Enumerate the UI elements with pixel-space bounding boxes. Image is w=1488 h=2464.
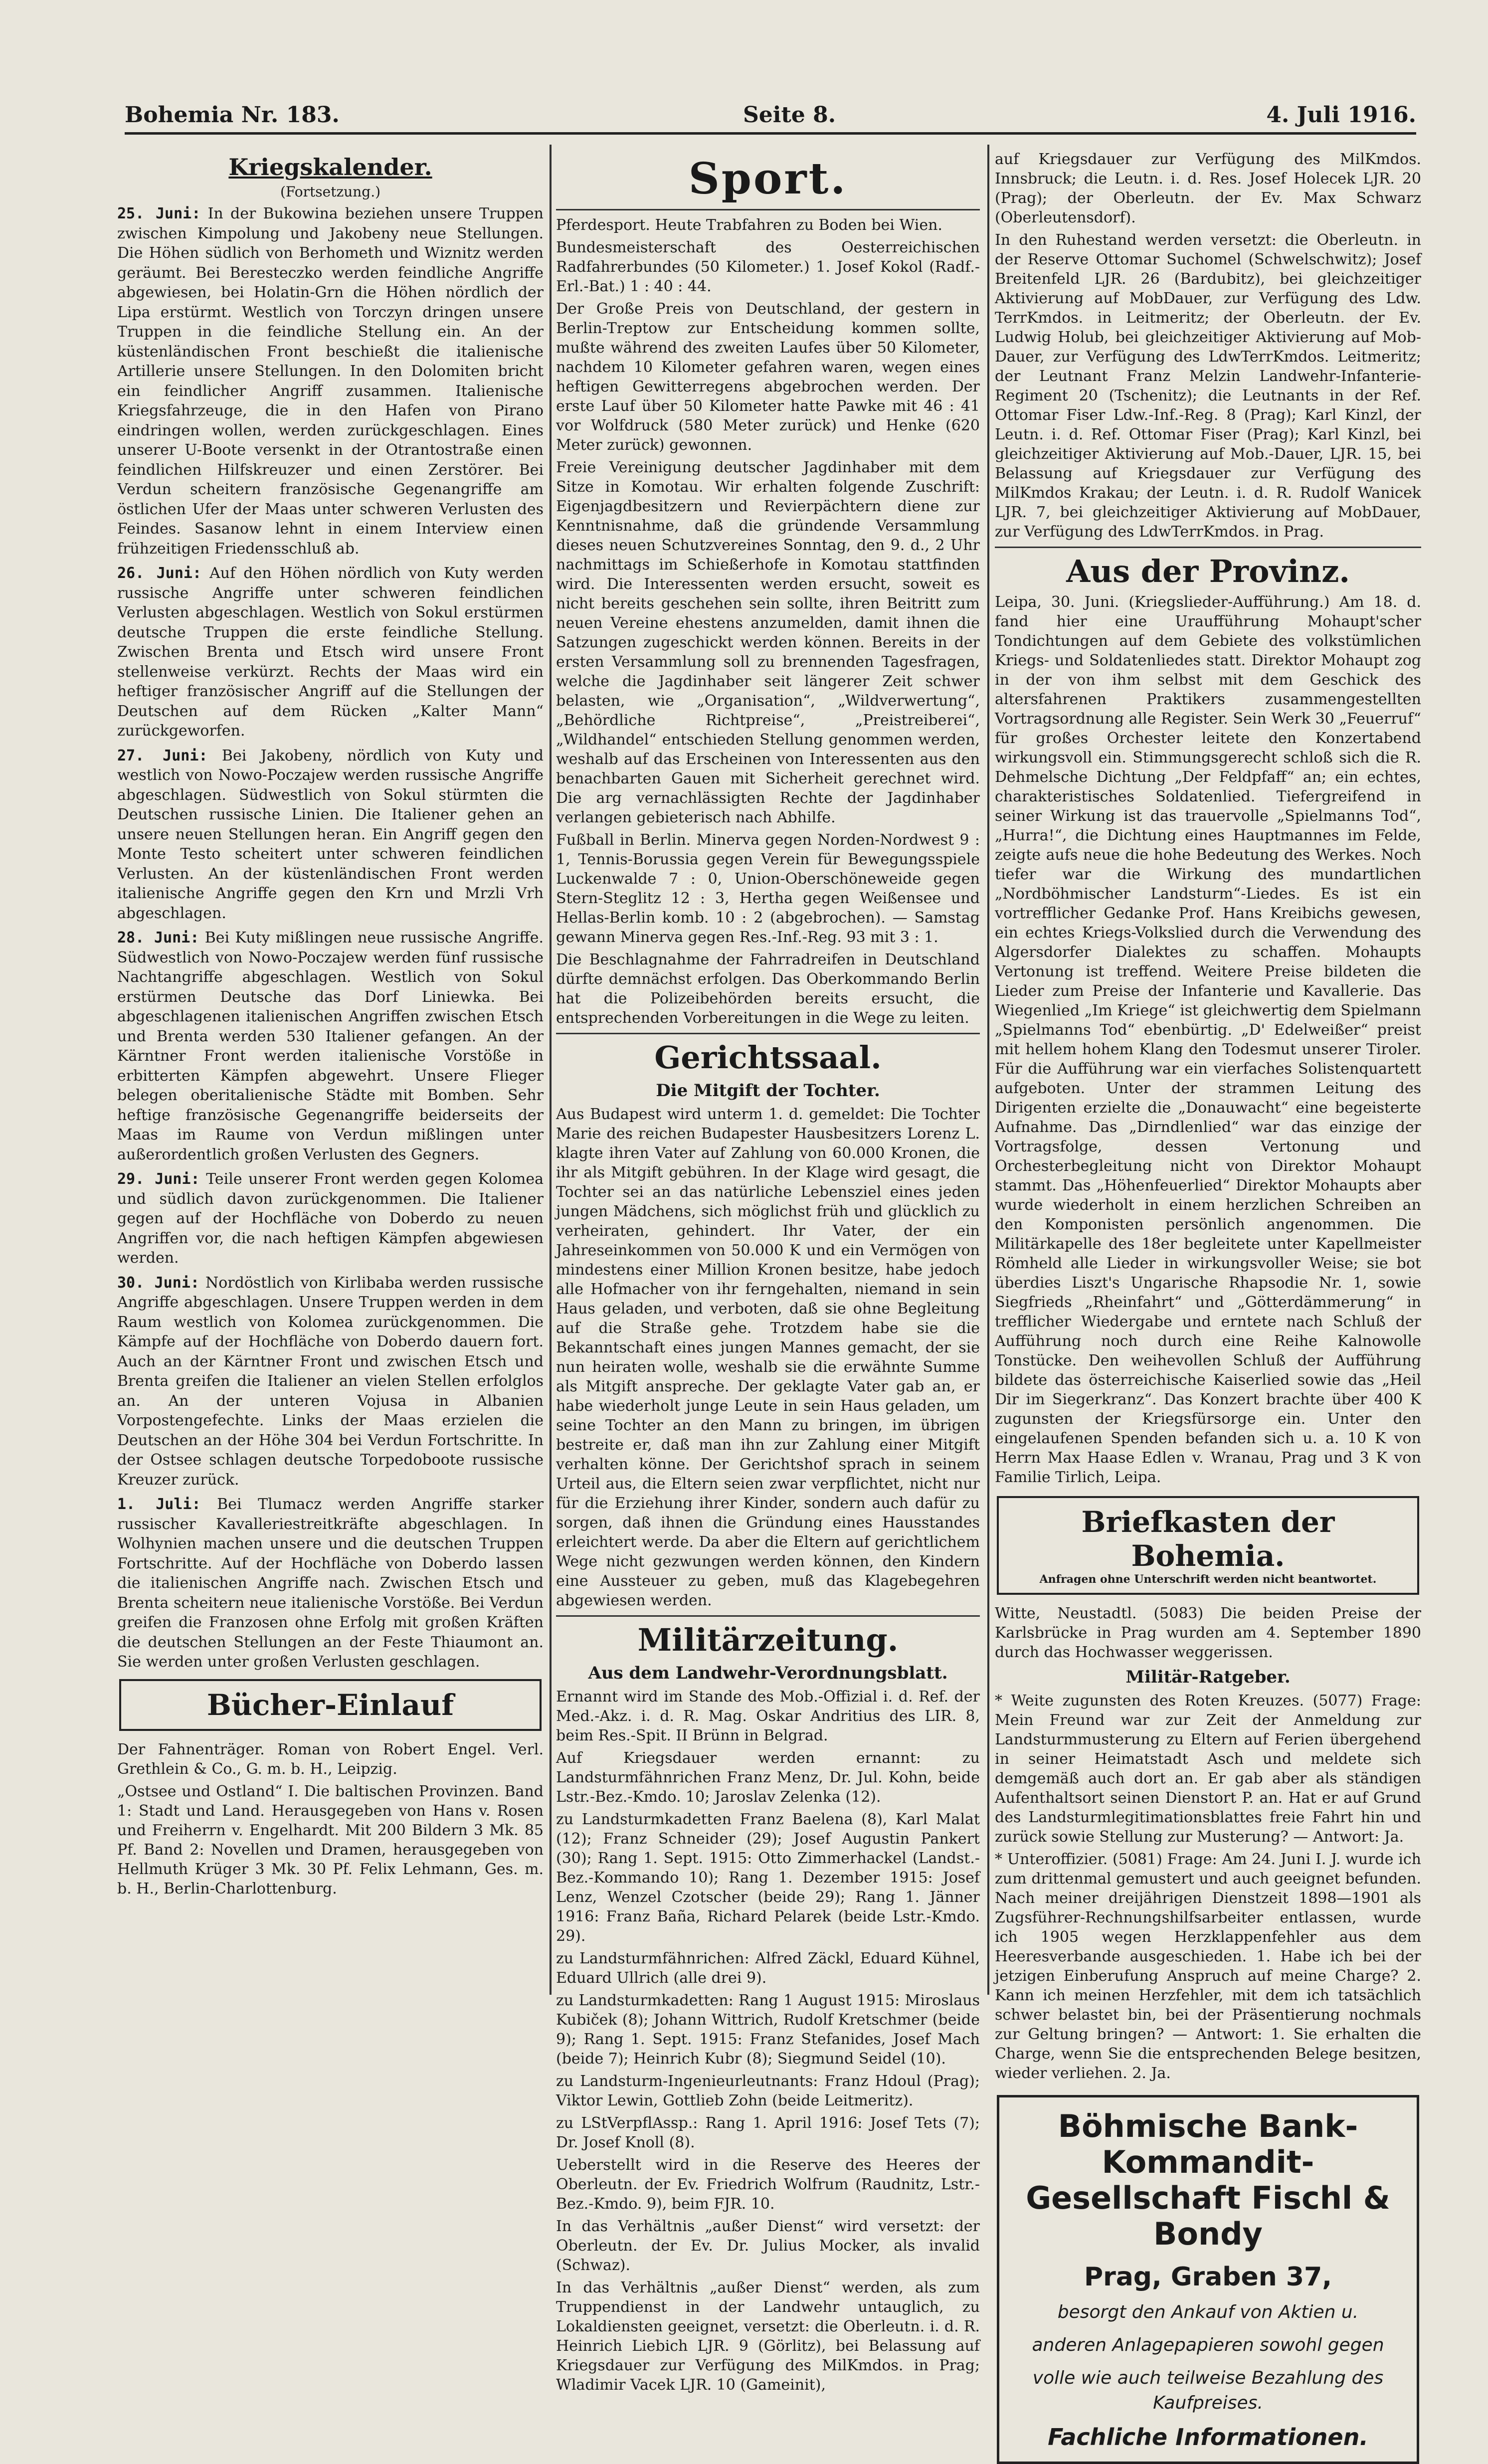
briefkasten-subtitle: Anfragen ohne Unterschrift werden nicht beantwortet. — [1039, 1573, 1377, 1586]
militaer-para: In das Verhältnis „außer Dienst“ wird versetzt: der Oberleutn. der Ev. Dr. Julius Mocker, als invalid (Schwaz). — [556, 2218, 980, 2274]
column-rule — [550, 145, 552, 1995]
gericht-subtitle: Die Mitgift der Tochter. — [656, 1081, 880, 1101]
kriegskalender-entry — [117, 1169, 544, 1268]
divider — [556, 1033, 980, 1034]
militaer-para: zu LStVerpflAssp.: Rang 1. April 1916: Josef Tets (7); Dr. Josef Knoll (8). — [556, 2114, 980, 2151]
sport-para: Pferdesport. Heute Trabfahren zu Boden bei Wien. — [556, 216, 942, 234]
issue-date: 4. Juli 1916. — [1266, 102, 1416, 128]
sport-para: Fußball in Berlin. Minerva gegen Norden-Nordwest 9 : 1, Tennis-Borussia gegen Verein für Bewegungsspiele Luckenwalde 7 : 0, Union-Oberschöneweide gegen Stern-Steglitz 12 : 3, Hertha gegen Weißensee und Hellas-Berlin komb. 10 : 2 (abgebrochen). — Samstag gewann Minerva gegen Res.-Inf.-Reg. 93 mit 3 : 1. — [556, 831, 980, 946]
entry-date: 29. Juni: — [117, 1170, 200, 1188]
entry-date: 28. Juni: — [117, 929, 199, 947]
entry-text: Bei Kuty mißlingen neue russische Angriffe. Südwestlich von Nowo-Poczajew werden fünf russische Nachtangriffe abgeschlagen. Westlich von Sokul erstürmen Deutsche das Dorf Liniewka. Bei abgeschlagenen italienischen Angriffen zwischen Etsch und Brenta werden 530 Italiener gefangen. An der Kärntner Front werden italienische Vorstöße in erbitterten Kämpfen abgewehrt. Unsere Flieger belegen oberitalienische Städte mit Bomben. Sehr heftige französische Gegenangriffe beiderseits der Maas im Raume von Verdun mißlingen unter außerordentlich großen Verlusten des Gegners. — [117, 929, 544, 1163]
entry-text: Bei Tlumacz werden Angriffe starker russischer Kavalleriestreitkräfte abgeschlagen. In Wolhynien machen unsere und die deutschen Truppen Fortschritte. Auf der Hochfläche von Doberdo lassen die italienischen Angriffe nach. Zwischen Etsch und Brenta scheitern neue italienische Vorstöße. Bei Verdun greifen die Franzosen ohne Erfolg mit großen Kräften die deutschen Stellungen an der Feste Thiaumont an. Sie werden unter großen Verlusten geschlagen. — [117, 1496, 544, 1671]
divider — [556, 1615, 980, 1617]
page-number: Seite 8. — [743, 102, 836, 128]
sport-para: Bundesmeisterschaft des Oesterreichischen Radfahrerbundes (50 Kilometer.) 1. Josef Kokol (Radf.-Erl.-Bat.) 1 : 40 : 44. — [556, 239, 980, 295]
ad-line: volle wie auch teilweise Bezahlung des Kaufpreises. — [1032, 2368, 1384, 2413]
column-rule — [987, 145, 989, 1995]
kriegskalender-entry — [117, 928, 544, 1164]
divider — [556, 209, 980, 210]
ad-line: Gesellschaft Fischl & Bondy — [1026, 2180, 1390, 2252]
bank-advertisement — [997, 2095, 1419, 2464]
ad-line: Fachliche Informationen. — [1048, 2424, 1368, 2451]
entry-date: 26. Juni: — [117, 565, 202, 582]
sport-title: Sport. — [688, 154, 848, 204]
entry-date: 27. Juni: — [117, 747, 208, 764]
ratgeber-title: Militär-Ratgeber. — [1125, 1667, 1291, 1687]
kriegskalender-entry — [117, 204, 544, 559]
buecher-box — [119, 1679, 542, 1731]
buecher-item: Der Fahnenträger. Roman von Robert Engel. Verl. Grethlein & Co., G. m. b. H., Leipzig. — [117, 1740, 544, 1778]
entry-text: Bei Jakobeny, nördlich von Kuty und westlich von Nowo-Poczajew werden russische Angriffe abgeschlagen. Südwestlich von Sokul stürmten die Deutschen russische Linien. Die Italiener gehen an unsere neuen Stellungen heran. Ein Angriff gegen den Monte Testo scheitert unter schweren feindlichen Verlusten. An der küstenländischen Front werden italienische Angriffe gegen den Krn und Mrzli Vrh abgeschlagen. — [117, 747, 544, 922]
column-2 — [556, 150, 980, 2394]
militaer-continued: auf Kriegsdauer zur Verfügung des MilKmdos. Innsbruck; die Leutn. i. d. Res. Josef Holecek LJR. 20 (Prag); der Oberleutn. der Ev. Max Schwarz (Oberleutensdorf). — [995, 151, 1421, 226]
entry-text: In der Bukowina beziehen unsere Truppen zwischen Kimpolung und Jakobeny neue Stellungen. Die Höhen südlich von Berhometh und Wiznitz werden geräumt. Bei Beresteczko werden feindliche Angriffe abgewiesen, bei Holatin-Grn die Höhen nördlich der Lipa erstürmt. Westlich von Torczyn dringen unsere Truppen in die feindliche Stellung ein. An der küstenländischen Front beschießt die italienische Artillerie unsere Stellungen. In den Dolomiten bricht ein feindlicher Angriff zusammen. Italienische Kriegsfahrzeuge, die in den Hafen von Pirano eindringen wollen, werden zurückgeschlagen. Eines unserer U-Boote versenkt in der Otrantostraße einen feindlichen Hilfskreuzer und einen Zerstörer. Bei Verdun scheitern französische Gegenangriffe am östlichen Ufer der Maas unter schweren Verlusten des Feindes. Sasanow lehnt in einem Interview einen frühzeitigen Friedensschluß ab. — [117, 205, 544, 558]
entry-text: Nordöstlich von Kirlibaba werden russische Angriffe abgeschlagen. Unsere Truppen werden in dem Raum westlich von Kolomea zurückgenommen. Die Kämpfe auf der Hochfläche von Doberdo dauern fort. Auch an der Kärntner Front und zwischen Etsch und Brenta greifen die Italiener an vielen Stellen erfolglos an. An der unteren Vojusa in Albanien Vorpostengefechte. Links der Maas erzielen die Deutschen an der Höhe 304 bei Verdun Fortschritte. In der Ostsee schlagen deutsche Torpedoboote russische Kreuzer zurück. — [117, 1274, 544, 1489]
kriegskalender-entries — [117, 204, 544, 1672]
column-3 — [995, 150, 1421, 2451]
entry-text: Teile unserer Front werden gegen Kolomea und südlich davon zurückgenommen. Die Italiener gegen auf der Hochfläche von Doberdo zu neuen Angriffen vor, die nach heftigen Kämpfen abgewiesen werden. — [117, 1170, 544, 1267]
kriegskalender-entry — [117, 1495, 544, 1672]
entry-date: 1. Juli: — [117, 1496, 201, 1513]
militaer-para: Auf Kriegsdauer werden ernannt: zu Landsturmfähnrichen Franz Menz, Dr. Jul. Kohn, beide Lstr.-Bez.-Kmdo. 10; Jaroslav Zelenka (12). — [556, 1749, 980, 1806]
provinz-title: Aus der Provinz. — [1066, 553, 1350, 589]
ad-line: Prag, Graben 37, — [1084, 2262, 1332, 2292]
briefkasten-text: Witte, Neustadtl. (5083) Die beiden Preise der Karlsbrücke in Prag wurden am 4. September 1890 durch das Hochwasser weggerissen. — [995, 1605, 1421, 1661]
ad-line: Böhmische Bank-Kommandit- — [1058, 2108, 1358, 2180]
buecher-item: „Ostsee und Ostland“ I. Die baltischen Provinzen. Band 1: Stadt und Land. Herausgegeben von Hans v. Rosen und Freiherrn v. Engelhardt. Mit 200 Bildern 3 Mk. 85 Pf. Band 2: Novellen und Dramen, herausgegeben von Hellmuth Krüger 3 Mk. 30 Pf. Felix Lehmann, Ges. m. b. H., Berlin-Charlottenburg. — [117, 1782, 544, 1897]
page-header — [125, 102, 1416, 135]
ratgeber-item: * Unteroffizier. (5081) Frage: Am 24. Juni I. J. wurde ich zum drittenmal gemustert und auch geeignet befunden. Nach meiner dreijährigen Dienstzeit 1898—1901 als Zugsführer-Rechnungshilfsarbeiter entlassen, wurde ich 1905 wegen Herzklappenfehler aus dem Heeresverbande ausgeschieden. 1. Habe ich bei der jetzigen Einberufung Anspruch auf meine Charge? 2. Kann ich meinen Herzfehler, mit dem ich tatsächlich schwer belastet bin, bei der Präsentierung nochmals zur Geltung bringen? — Antwort: 1. Sie erhalten die Charge, wenn Sie die entsprechenden Belege besitzen, wieder verliehen. 2. Ja. — [995, 1851, 1421, 2082]
militaer-para: zu Landsturmfähnrichen: Alfred Zäckl, Eduard Kühnel, Eduard Ullrich (alle drei 9). — [556, 1950, 980, 1987]
militaer-title: Militärzeitung. — [637, 1622, 899, 1658]
buecher-title: Bücher-Einlauf — [206, 1688, 454, 1722]
sport-para: Der Große Preis von Deutschland, der gestern in Berlin-Treptow zur Entscheidung kommen sollte, mußte während des zweiten Laufes über 50 Kilometer, nachdem 10 Kilometer gefahren waren, wegen eines heftigen Gewitterregens abgebrochen werden. Der erste Lauf über 50 Kilometer hatte Pawke mit 46 : 41 vor Wolfdruck (580 Meter zurück) und Henke (620 Meter zurück) gewonnen. — [556, 300, 980, 454]
gericht-title: Gerichtssaal. — [654, 1039, 882, 1076]
entry-date: 25. Juni: — [117, 205, 201, 222]
ad-line: besorgt den Ankauf von Aktien u. — [1057, 2302, 1359, 2322]
militaer-subtitle: Aus dem Landwehr-Verordnungsblatt. — [588, 1663, 948, 1683]
militaer-para: zu Landsturmkadetten: Rang 1 August 1915: Miroslaus Kubiček (8); Johann Wittrich, Rudolf Kretschmer (beide 9); Rang 1. Sept. 1915: Franz Stefanides, Josef Mach (beide 7); Heinrich Kubr (8); Siegmund Seidel (10). — [556, 1992, 980, 2068]
issue-number: Bohemia Nr. 183. — [125, 102, 340, 128]
militaer-para: Ueberstellt wird in die Reserve des Heeres der Oberleutn. der Ev. Friedrich Wolfrum (Raudnitz, Lstr.-Bez.-Kmdo. 9), beim FJR. 10. — [556, 2156, 980, 2213]
kriegskalender-entry — [117, 1273, 544, 1490]
sport-para: Die Beschlagnahme der Fahrradreifen in Deutschland dürfte demnächst erfolgen. Das Oberkommando Berlin hat die Polizeibehörden bereits ersucht, die entsprechenden Vorbereitungen in die Wege zu leiten. — [556, 951, 980, 1027]
ad-line: anderen Anlagepapieren sowohl gegen — [1032, 2335, 1384, 2355]
briefkasten-title: Briefkasten der Bohemia. — [1081, 1505, 1335, 1573]
kriegskalender-title: Kriegskalender. — [228, 154, 432, 181]
militaer-continued: In den Ruhestand werden versetzt: die Oberleutn. in der Reserve Ottomar Suchomel (Schwelschwitz); Josef Breitenfeld LJR. 26 (Bardubitz), bei gleichzeitiger Aktivierung auf MobDauer, zur Verfügung des Ldw. TerrKmdos. in Leitmeritz; der Oberleutn. der Ev. Ludwig Holub, bei gleichzeitiger Aktivierung auf Mob-Dauer, zur Verfügung des LdwTerrKmdos. Leitmeritz; der Leutnant Franz Melzin Landwehr-Infanterie-Regiment 20 (Tschenitz); die Leutnants in der Ref. Ottomar Fiser Ldw.-Inf.-Reg. 8 (Prag); Karl Kinzl, der Leutn. i. d. Ref. Ottomar Fiser (Prag); Karl Kinzl, bei gleichzeitiger Aktivierung auf Mob.-Dauer, LJR. 15, bei Belassung auf Kriegsdauer zur Verfügung des MilKmdos Krakau; der Leutn. i. d. R. Rudolf Wanicek LJR. 7, bei gleichzeitiger Aktivierung auf MobDauer, zur Verfügung des LdwTerrKmdos. in Prag. — [995, 231, 1421, 541]
column-1 — [117, 150, 544, 1995]
ratgeber-item: * Weite zugunsten des Roten Kreuzes. (5077) Frage: Mein Freund war zur Zeit der Anmeldung zur Landsturmmusterung zu Eltern auf Ferien übergehend in seiner Heimatstadt Asch und meldete sich demgemäß auch dort an. Er gab aber als ständigen Aufenthaltsort seinen Dienstort P. an. Hat er auf Grund des Landsturmlegitimationsblattes freie Fahrt hin und zurück sowie Stellung zur Musterung? — Antwort: Ja. — [995, 1692, 1421, 1846]
divider — [995, 547, 1421, 548]
provinz-text: Leipa, 30. Juni. (Kriegslieder-Aufführung.) Am 18. d. fand hier eine Uraufführung Mohaupt'scher Tondichtungen auf dem Gebiete des volkstümlichen Kriegs- und Soldatenliedes statt. Direktor Mohaupt zog in der von ihm selbst mit dem Geschick des altersfahrenen Praktikers zusammengestellten Vortragsordnung alle Register. Sein Werk 30 „Feuerruf“ für großes Orchester leitete den Konzertabend wirkungsvoll ein. Stimmungsgerecht schloß sich die R. Dehmelsche Dichtung „Der Feldpfaff“ an; ein echtes, charakteristisches Soldatenlied. Tiefergreifend in seiner Wirkung ist das trauervolle „Spielmanns Tod“, „Hurra!“, die Dichtung eines Hauptmannes im Felde, zeigte aufs neue die hohe Bedeutung des Werkes. Noch tiefer war die Wirkung des mundartlichen „Nordböhmischer Landsturm“-Liedes. Es ist ein vortrefflicher Gedanke Prof. Hans Kreibichs gewesen, ein echtes Kriegs-Volkslied durch die Verwendung des Algersdorfer Dialektes zu schaffen. Mohaupts Vertonung ist treffend. Weitere Preise bildeten die Lieder zum Preise der Infanterie und Kavallerie. Das Wiegenlied „Im Kriege“ ist gleichwertig dem Spielmann „Spielmanns Tod“ ebenbürtig. „D' Edelweißer“ preist mit hellem hohem Klang den Todesmut unserer Tiroler. Für die Aufführung war ein vierfaches Solistenquartett aufgeboten. Unter der strammen Leitung des Dirigenten erzielte die „Donauwacht“ eine begeisterte Aufnahme. Das „Dirndlenlied“ war das einzige der Vortragsfolge, dessen Vertonung und Orchesterbegleitung nicht von Direktor Mohaupt stammt. Das „Höhenfeuerlied“ Direktor Mohaupts aber wurde wiederholt in einem herzlichen Schreiben an den Komponisten persönlich angenommen. Die Militärkapelle des 18er begleitete unter Kapellmeister Römheld alle Lieder in wirkungsvoller Weise; sie bot überdies Liszt's Ungarische Rhapsodie Nr. 1, sowie Siegfrieds „Rheinfahrt“ und „Götterdämmerung“ in trefflicher Wiedergabe und erntete nach Schluß der Aufführung noch durch eine Reihe Kalnowolle Tonstücke. Den weihevollen Schluß der Aufführung bildete das österreichische Kaiserlied sowie das „Heil Dir im Siegerkranz“. Das Konzert brachte über 400 K zugunsten der Kriegsfürsorge ein. Unter den eingelaufenen Spenden befanden sich u. a. 10 K von Herrn Max Haase Edlen v. Wranau, Prag und 3 K von Familie Tirlich, Leipa. — [995, 593, 1421, 1486]
sport-para: Freie Vereinigung deutscher Jagdinhaber mit dem Sitze in Komotau. Wir erhalten folgende Zuschrift: Eigenjagdbesitzern und Revierpächtern diene zur Kenntnisnahme, daß die gründende Versammlung dieses neuen Schutzvereines Sonntag, den 9. d., 2 Uhr nachmittags im Schießerhofe in Komotau stattfinden wird. Die Interessenten werden ersucht, soweit es nicht bereits geschehen sein sollte, ihren Beitritt zum neuen Vereine ehestens anzumelden, damit ihnen die Satzungen zugeschickt werden können. Bereits in der ersten Versammlung soll zu brennenden Tagesfragen, welche die Jagdinhaber seit längerer Zeit schwer belasten, wie „Organisation“, „Wildverwertung“, „Behördliche Richtpreise“, „Preistreiberei“, „Wildhandel“ entschieden Stellung genommen werden, weshalb auf das Erscheinen von Interessenten aus den benachbarten Gauen mit Sicherheit gerechnet wird. Die arg vernachlässigten Rechte der Jagdinhaber verlangen gebieterisch nach Abhilfe. — [556, 459, 980, 826]
kriegskalender-subtitle: (Fortsetzung.) — [280, 184, 381, 200]
entry-date: 30. Juni: — [117, 1274, 199, 1292]
gericht-text: Aus Budapest wird unterm 1. d. gemeldet: Die Tochter Marie des reichen Budapester Hausbesitzers Lorenz L. klagte ihren Vater auf Zahlung von 60.000 Kronen, die ihr als Mitgift gebühren. In der Klage wird gesagt, die Tochter sei an das natürliche Lebensziel eines jeden jungen Mädchens, sich möglichst früh und glücklich zu verheiraten, gehindert. Ihr Vater, der ein Jahreseinkommen von 50.000 K und ein Vermögen von mindestens einer Million Kronen besitze, habe jedoch alle Hofmacher von ihr ferngehalten, niemand in sein Haus geladen, und verboten, daß sie ohne Begleitung auf die Straße gehe. Trotzdem habe sie die Bekanntschaft eines jungen Mannes gemacht, der sie nun heiraten wolle, weshalb sie die erwähnte Summe als Mitgift anspreche. Der geklagte Vater gab an, er habe wiederholt junge Leute in sein Haus geladen, um seine Tochter an den Mann zu bringen, im übrigen bestreite er, daß man ihn zur Zahlung einer Mitgift verhalten könne. Der Gerichtshof sprach in seinem Urteil aus, die Eltern seien zwar verpflichtet, nicht nur für die Erziehung ihrer Kinder, sondern auch dafür zu sorgen, daß ihnen die Gründung eines Hausstandes erleichtert werde. Da aber die Eltern auf gerichtlichem Wege nicht gezwungen werden können, den Kindern eine Aussteuer zu geben, muß das Klagebegehren abgewiesen werden. — [556, 1106, 980, 1609]
kriegskalender-entry — [117, 564, 544, 741]
briefkasten-box — [997, 1496, 1419, 1595]
militaer-para: Ernannt wird im Stande des Mob.-Offizial i. d. Ref. der Med.-Akz. i. d. R. Mag. Oskar Andritius des LIR. 8, beim Res.-Spit. II Brünn in Belgrad. — [556, 1688, 980, 1744]
militaer-para: zu Landsturmkadetten Franz Baelena (8), Karl Malat (12); Franz Schneider (29); Josef Augustin Pankert (30); Rang 1. Sept. 1915: Otto Zimmerhackel (Landst.-Bez.-Kommando 10); Rang 1. Dezember 1915: Josef Lenz, Wenzel Czotscher (beide 29); Rang 1. Jänner 1916: Franz Baña, Richard Pelarek (beide Lstr.-Kmdo. 29). — [556, 1811, 980, 1945]
militaer-para: zu Landsturm-Ingenieurleutnants: Franz Hdoul (Prag); Viktor Lewin, Gottlieb Zohn (beide Leitmeritz). — [556, 2073, 980, 2109]
kriegskalender-entry — [117, 746, 544, 924]
militaer-para: In das Verhältnis „außer Dienst“ werden, als zum Truppendienst in der Landwehr untauglich, zu Lokaldiensten geeignet, versetzt: die Oberleutn. i. d. R. Heinrich Liebich LJR. 9 (Görlitz), bei Belassung auf Kriegsdauer zur Verfügung des MilKmdos. in Prag; Wladimir Vacek LJR. 10 (Gameinit), — [556, 2279, 980, 2394]
entry-text: Auf den Höhen nördlich von Kuty werden russische Angriffe unter schweren feindlichen Verlusten abgeschlagen. Westlich von Sokul erstürmen deutsche Truppen die erste feindliche Stellung. Zwischen Brenta und Etsch wird unsere Front stellenweise verkürzt. Rechts der Maas wird ein heftiger französischer Angriff auf die Stellungen der Deutschen auf dem Rücken „Kalter Mann“ zurückgeworfen. — [117, 565, 544, 740]
